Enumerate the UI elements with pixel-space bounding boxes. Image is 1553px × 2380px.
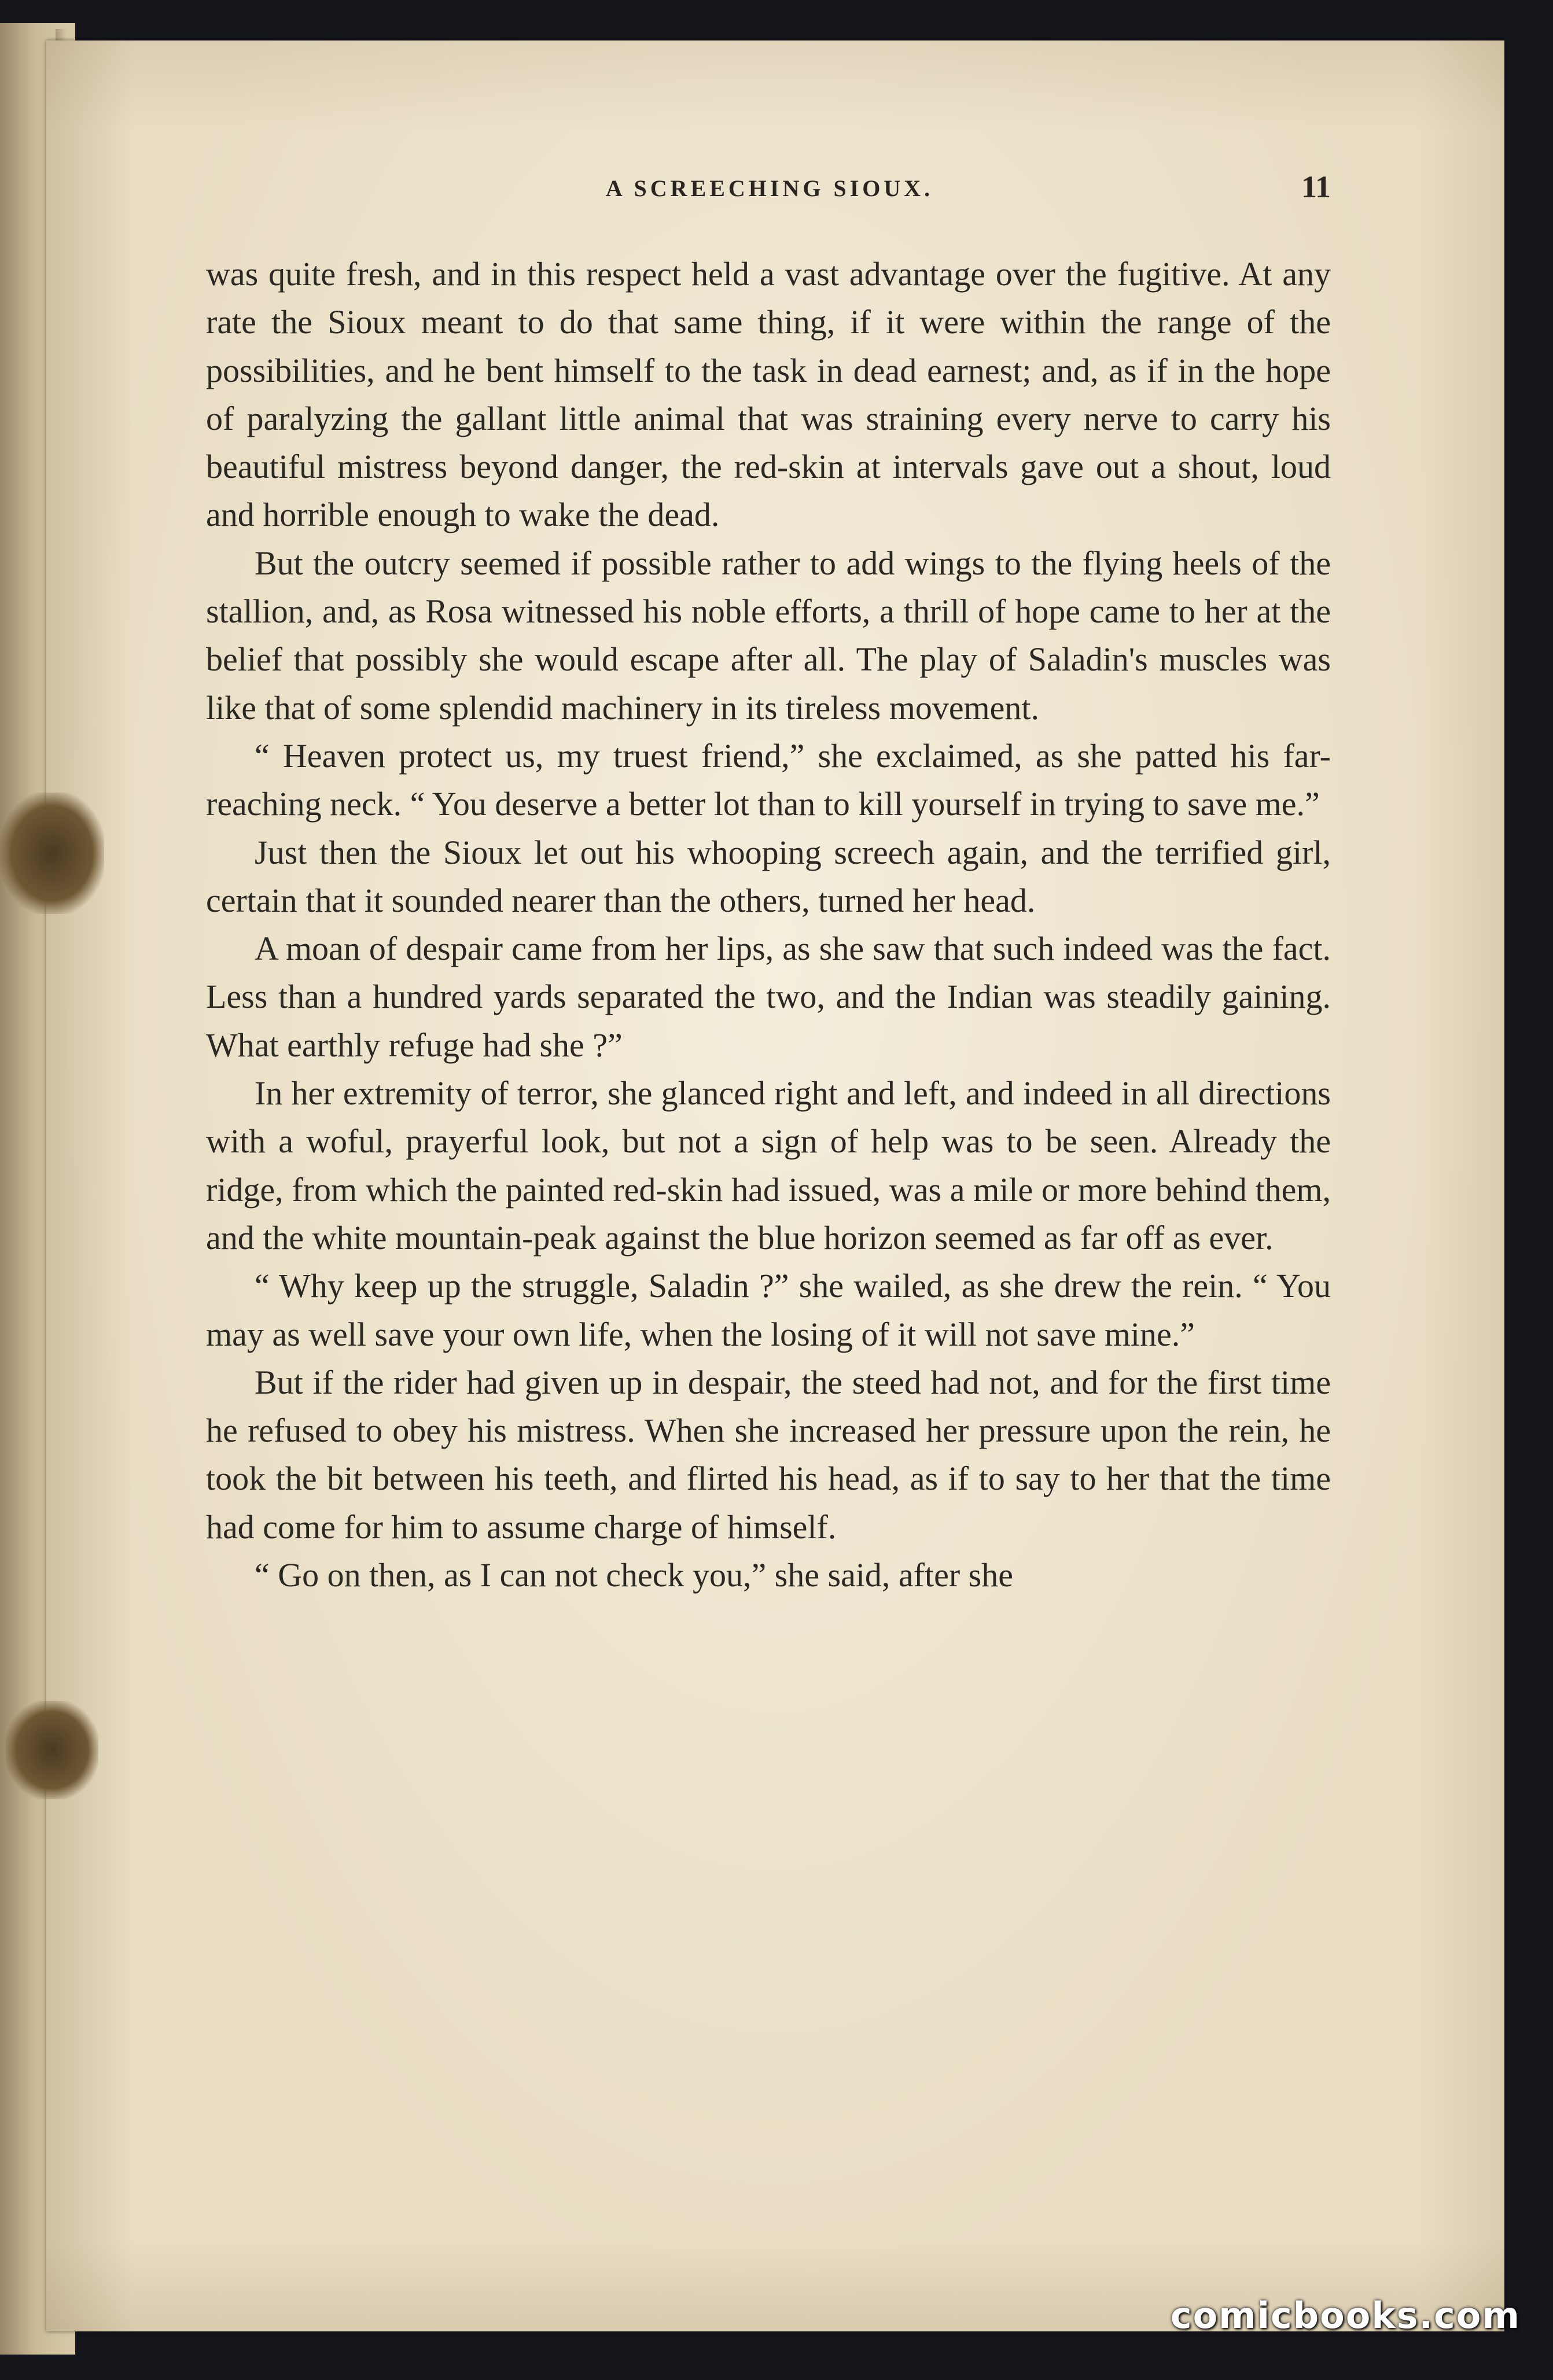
paragraph: “ Go on then, as I can not check you,” she said, after she	[255, 1556, 1013, 1594]
paragraph: “ Heaven protect us, my truest friend,” she exclaimed, as she patted his far-reaching neck. “ You deserve a better lot than to kill yourself in trying to save me.”	[206, 736, 1331, 823]
paragraph: “ Why keep up the struggle, Saladin ?” she wailed, as she drew the rein. “ You may as well save your own life, when the losing of it will not save mine.”	[206, 1267, 1331, 1353]
page-number: 11	[1301, 170, 1331, 204]
paragraph: But if the rider had given up in despair, the steed had not, and for the first time he refused to obey his mistress. When she increased her pressure upon the rein, he took the bit between his teeth, and flirted his head, as if to say to her that the time had come for him to assume charge of himself.	[206, 1363, 1331, 1546]
paragraph: Just then the Sioux let out his whooping screech again, and the terrified girl, certain that it sounded nearer than the others, turned her head.	[206, 833, 1331, 919]
paragraph: was quite fresh, and in this respect held a vast advantage over the fugitive. At any rate the Sioux meant to do that same thing, if it were within the range of the possibilities, and he bent himself to the task in dead earnest; and, as if in the hope of paralyzing the gallant little animal that was straining every nerve to carry his beautiful mistress beyond danger, the red-skin at intervals gave out a shout, loud and horrible enough to wake the dead.	[206, 255, 1331, 534]
binding-tear-bottom	[6, 1701, 98, 1799]
binding-tear-top	[0, 793, 104, 914]
watermark: comicbooks.com	[1170, 2294, 1521, 2337]
paragraph: But the outcry seemed if possible rather to add wings to the flying heels of the stallion, and, as Rosa witnessed his noble efforts, a thrill of hope came to her at the belief that possibly she would escape after all. The play of Saladin's muscles was like that of some splendid machinery in its tireless movement.	[206, 544, 1331, 727]
paragraph: A moan of despair came from her lips, as she saw that such indeed was the fact. Less than a hundred yards separated the two, and the Indian was steadily gaining. What earthly refuge had she ?”	[206, 930, 1331, 1064]
running-head: A SCREECHING SIOUX.	[605, 175, 934, 201]
paragraph: In her extremity of terror, she glanced right and left, and indeed in all directions with a woful, prayerful look, but not a sign of help was to be seen. Already the ridge, from which the painted red-skin had issued, was a mile or more behind them, and the white mountain-peak against the blue horizon seemed as far off as ever.	[206, 1074, 1331, 1257]
body-text	[206, 250, 1331, 1599]
page-header	[208, 169, 1331, 215]
